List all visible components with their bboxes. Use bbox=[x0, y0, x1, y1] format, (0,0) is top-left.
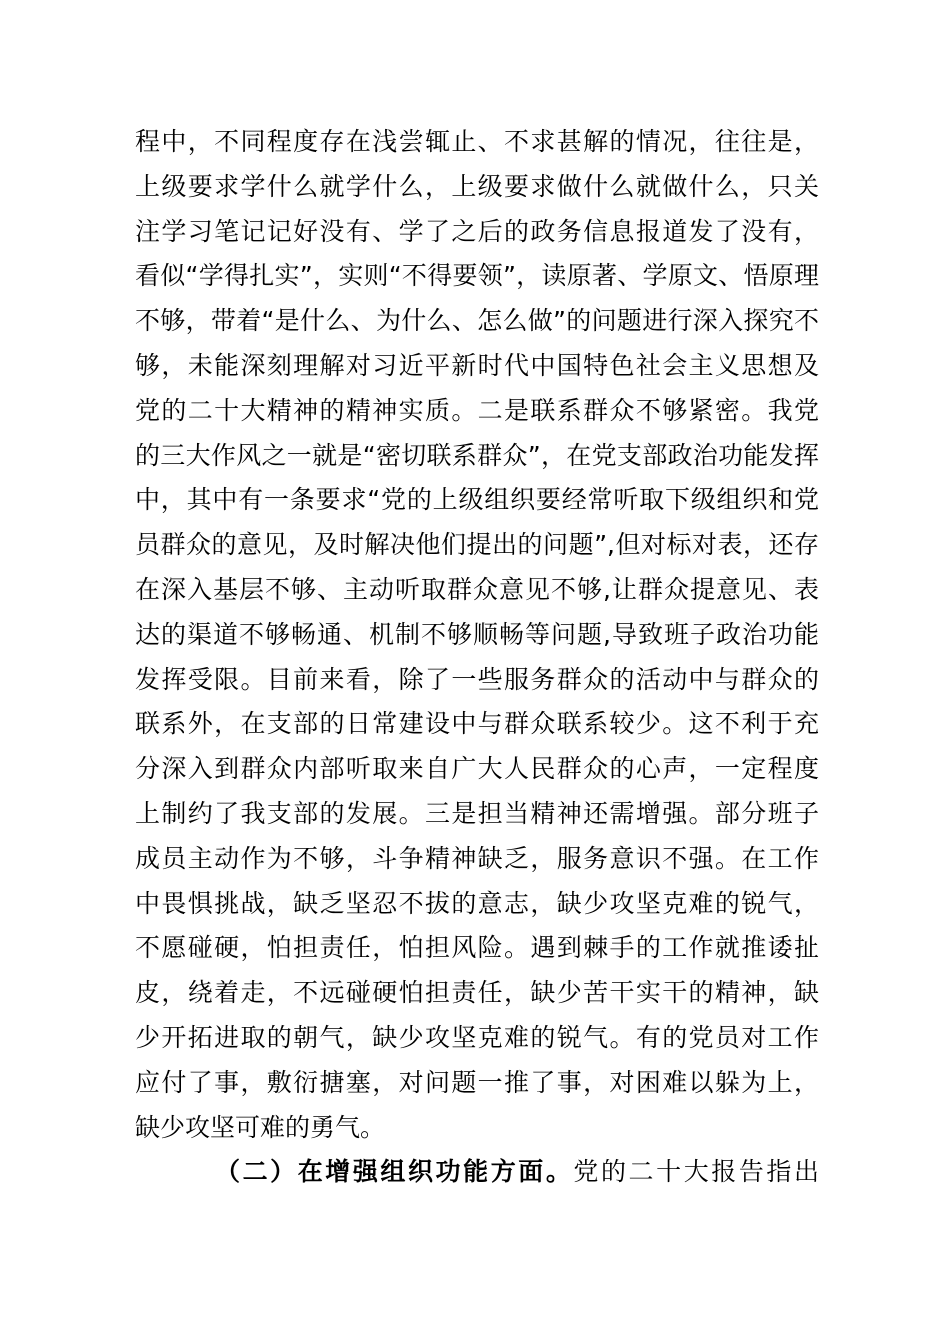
text-line: 上制约了我支部的发展。三是担当精神还需增强。部分班子 bbox=[135, 798, 819, 828]
text-line: 的三大作风之一就是“密切联系群众”，在党支部政治功能发挥 bbox=[135, 440, 819, 470]
text-line: 少开拓进取的朝气，缺少攻坚克难的锐气。有的党员对工作 bbox=[135, 1022, 819, 1052]
section-heading: （二）在增强组织功能方面。 bbox=[215, 1157, 574, 1187]
text-line: 党的二十大精神的精神实质。二是联系群众不够紧密。我党 bbox=[135, 395, 819, 425]
text-line: 在深入基层不够、主动听取群众意见不够,让群众提意见、表 bbox=[135, 574, 819, 604]
text-line: 注学习笔记记好没有、学了之后的政务信息报道发了没有， bbox=[135, 216, 819, 246]
text-line: 成员主动作为不够，斗争精神缺乏，服务意识不强。在工作 bbox=[135, 843, 819, 873]
text-line: 不够，带着“是什么、为什么、怎么做”的问题进行深入探究不 bbox=[135, 306, 819, 336]
text-line: 员群众的意见，及时解决他们提出的问题”,但对标对表，还存 bbox=[135, 530, 819, 560]
text-line: 上级要求学什么就学什么，上级要求做什么就做什么，只关 bbox=[135, 171, 819, 201]
text-line: 皮，绕着走，不远碰硬怕担责任，缺少苦干实干的精神，缺 bbox=[135, 978, 819, 1008]
text-line: 应付了事，敷衍搪塞，对问题一推了事，对困难以躲为上， bbox=[135, 1067, 819, 1097]
text-line: 联系外，在支部的日常建设中与群众联系较少。这不利于充 bbox=[135, 709, 819, 739]
text-line: 看似“学得扎实”，实则“不得要领”，读原著、学原文、悟原理 bbox=[135, 261, 819, 291]
section-text: 党的二十大报告指出 bbox=[573, 1157, 819, 1187]
text-line: 够，未能深刻理解对习近平新时代中国特色社会主义思想及 bbox=[135, 350, 819, 380]
text-line: 中畏惧挑战，缺乏坚忍不拔的意志，缺少攻坚克难的锐气， bbox=[135, 888, 819, 918]
text-line: 不愿碰硬，怕担责任，怕担风险。遇到棘手的工作就推诿扯 bbox=[135, 933, 819, 963]
text-line: 缺少攻坚可难的勇气。 bbox=[135, 1112, 386, 1142]
text-line: 中，其中有一条要求“党的上级组织要经常听取下级组织和党 bbox=[135, 485, 819, 515]
body-text bbox=[135, 120, 819, 1195]
text-line: 达的渠道不够畅通、机制不够顺畅等问题,导致班子政治功能 bbox=[135, 619, 819, 649]
text-line: 分深入到群众内部听取来自广大人民群众的心声，一定程度 bbox=[135, 754, 819, 784]
text-line: 发挥受限。目前来看，除了一些服务群众的活动中与群众的 bbox=[135, 664, 819, 694]
text-line: 程中，不同程度存在浅尝辄止、不求甚解的情况，往往是， bbox=[135, 127, 819, 156]
section-line bbox=[135, 1150, 819, 1195]
